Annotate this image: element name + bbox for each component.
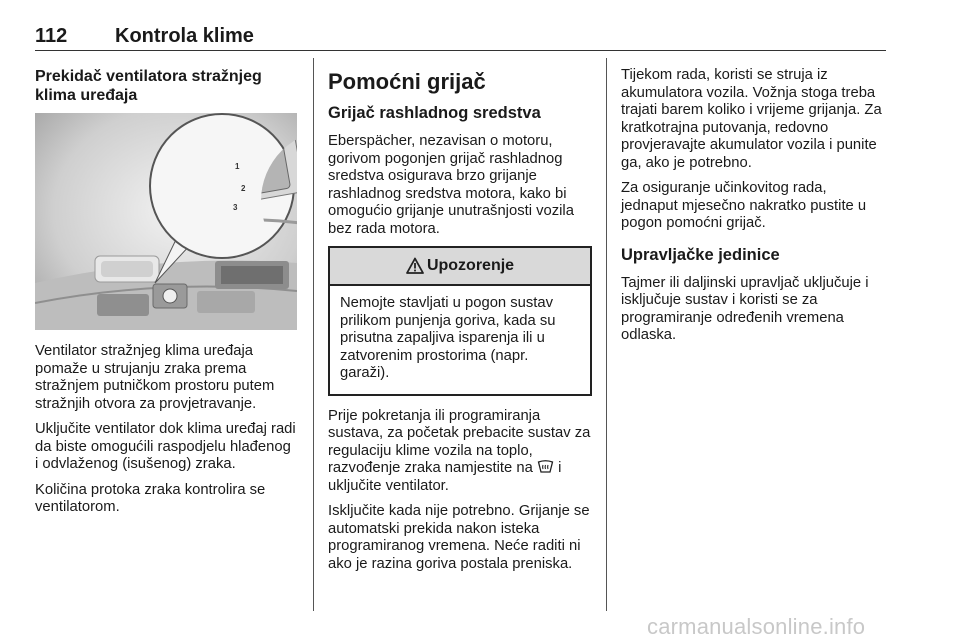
paragraph: Tajmer ili daljinski upravljač uključuje i isključuje sustav i koristi se za programiranje određenih vremena odlaska. [621,274,869,343]
paragraph [328,408,592,496]
page-title: Kontrola klime [115,25,254,47]
warning-triangle-icon [406,257,424,275]
subheading-control-units: Upravljačke jedinice [621,245,780,264]
watermark: carmanualsonline.info [647,614,866,639]
left-column-heading-wrap [35,67,297,105]
knob-number-3: 3 [233,203,238,212]
paragraph: Eberspächer, nezavisan o motoru, gorivom pogonjen grijač rashladnog sredstva osigurava brzo grijanje rashladnog sredstva motora, kako bi omogućio grijanje unutrašnjosti vozila bez rada motora. [328,133,574,237]
right-column [621,67,887,353]
middle-column [328,69,592,581]
section-heading-rear-fan: Prekidač ventilatora stražnjeg klima uređaja [35,68,262,104]
paragraph: Količina protoka zraka kontrolira se ventilatorom. [35,481,266,515]
section-heading-auxiliary-heater: Pomoćni grijač [328,69,486,94]
knob-number-2: 2 [241,184,246,193]
warning-header [330,248,590,286]
left-column-text [35,343,297,525]
warning-text: Nemojte stavljati u pogon sustav prilikom punjenja goriva, kada su prisutna zapaljiva isparenja ili u zatvorenim prostorima (napr. garaži). [340,295,556,381]
paragraph: Za osiguranje učinkovitog rada, jednaput mjesečno nakratko pustite u pogon pomoćni grijač. [621,180,867,231]
paragraph: Isključite kada nije potrebno. Grijanje se automatski prekida nakon isteka programiranog vremena. Neće raditi ni ako je razina goriva postala preniska. [328,503,590,572]
page-number: 112 [35,25,68,47]
paragraph: Ventilator stražnjeg klima uređaja pomaže u strujanju zraka prema stražnjem putničkom prostoru putem stražnjih otvora za provjetravanje. [35,343,275,412]
rear-fan-switch-illustration [35,113,297,330]
subheading-coolant-heater: Grijač rashladnog sredstva [328,104,541,122]
windscreen-air-distribution-icon [537,460,554,474]
paragraph-text: Prije pokretanja ili programiranja sustava, za početak prebacite sustav za regulaciju klime vozila na toplo, razvođenje zraka namjestite na [328,407,591,476]
knob-number-1: 1 [235,162,240,171]
paragraph-text: i uključite ventilator. [328,460,562,494]
column-divider-2 [606,58,607,611]
warning-title: Upozorenje [426,257,515,275]
warning-box [328,246,592,396]
column-divider-1 [313,58,314,611]
paragraph: Uključite ventilator dok klima uređaj radi da biste omogućili raspodjelu hlađenog i odvlaženog (isušenog) zraka. [35,421,296,472]
header-rule [35,50,886,51]
paragraph: Tijekom rada, koristi se struja iz akumulatora vozila. Vožnja stoga treba trajati barem koliko i vrijeme grijanja. Za kratkotrajna putovanja, redovno provjeravajte akumulator vozila i punite ga, ako je potrebno. [621,67,882,171]
